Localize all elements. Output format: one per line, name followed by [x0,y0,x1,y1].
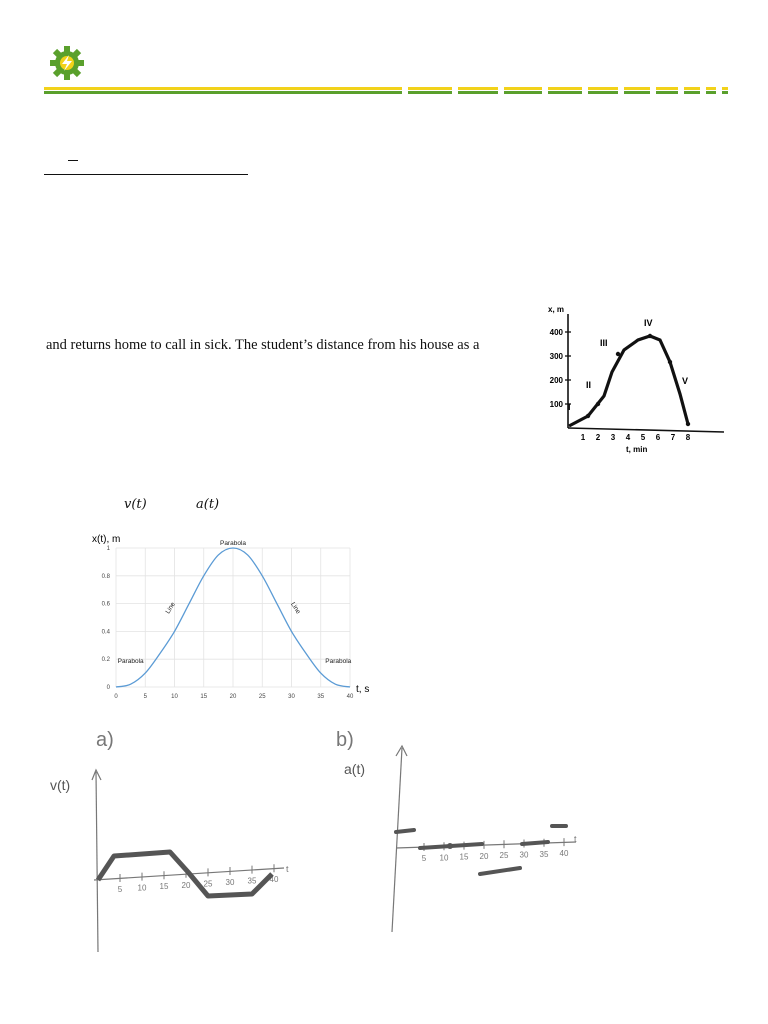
fig1-x-tick-label: 3 [610,433,616,442]
chart-annotation: Line [164,601,177,616]
sketch-b-tick-label: 5 [421,854,427,863]
segment-label-4: IV [644,318,653,328]
sketch-a-tick-label: 35 [247,876,257,886]
segment-label-5: V [682,376,689,386]
sketch-b-tick-label: 40 [559,849,569,859]
sketch-a-tick-label: 15 [159,882,169,892]
chart-annotation: Parabola [117,658,144,666]
distance-time-figure [528,300,728,460]
body-paragraph-line: and returns home to call in sick. The student’s distance from his house as a [46,337,480,353]
fig1-x-tick-label: 7 [670,433,676,442]
sketch-b-tick-label: 10 [439,853,449,863]
part-a-label: a) [96,729,114,751]
segment-label-3: III [600,338,608,348]
position-time-chart [90,530,380,700]
chart-y-tick-label: 0.4 [101,629,110,636]
chart-annotation: Line [289,601,302,616]
sketch-a-tick-label: 5 [117,885,123,894]
fig1-x-tick-label: 6 [655,433,661,442]
acceleration-label: a(t) [196,497,220,512]
velocity-label: v(t) [124,497,147,512]
sketch-a-tick-label: 10 [137,883,147,893]
chart-x-axis-label: t, s [356,684,370,695]
sketch-a-tick-label: 25 [203,879,213,889]
a-axis-label: a(t) [344,761,365,777]
chart-x-tick-label: 25 [258,694,266,700]
velocity-sketch [40,720,320,960]
fig1-y-tick-label: 300 [549,352,563,361]
chart-x-tick-label: 40 [346,694,354,700]
sketch-b-tick-label: 15 [459,852,469,862]
chart-annotation: Parabola [325,658,352,666]
chart-annotation: Parabola [219,540,247,547]
b-x-mark: t [574,834,577,844]
fig1-x-tick-label: 5 [640,433,646,442]
chart-x-tick-label: 0 [114,694,118,700]
fig1-x-tick-label: 1 [580,433,586,442]
fig1-y-tick-label: 200 [549,376,563,385]
chart-y-axis-label: x(t), m [92,534,121,545]
chart-y-tick-label: 1 [106,546,110,552]
chart-y-tick-label: 0.8 [101,573,110,580]
chart-x-tick-label: 35 [317,694,325,700]
fig1-x-tick-label: 2 [595,433,601,442]
fig1-x-tick-label: 8 [685,433,691,442]
chart-x-tick-label: 20 [229,694,237,700]
sketch-b-tick-label: 20 [479,851,489,861]
sketch-a-tick-label: 30 [225,878,235,887]
sketch-b-tick-label: 30 [519,850,529,860]
v-axis-label: v(t) [50,777,71,793]
chart-x-tick-label: 5 [143,694,147,700]
fig1-x-tick-label: 4 [625,433,631,442]
chart-x-tick-label: 30 [288,694,295,700]
segment-label-1: I [568,402,571,412]
part-b-label: b) [336,729,354,751]
chart-y-tick-label: 0.6 [101,601,110,608]
sketch-a-tick-label: 40 [269,875,279,885]
gear-lightning-icon [48,44,86,82]
acceleration-sketch [330,720,590,960]
sketch-a-tick-label: 20 [181,880,191,890]
fig1-y-tick-label: 100 [549,400,563,409]
sketch-b-tick-label: 35 [539,849,549,859]
fig1-y-axis-label: x, m [548,305,565,314]
fig1-y-tick-label: 400 [549,328,563,337]
chart-x-tick-label: 15 [200,694,208,700]
a-x-mark: t [286,864,289,874]
chart-y-tick-label: 0 [106,685,110,691]
chart-x-tick-label: 10 [171,694,178,700]
sketch-b-tick-label: 25 [499,851,509,861]
header-rule [44,86,732,96]
segment-label-2: II [586,380,592,390]
fig1-x-axis-label: t, min [626,445,648,454]
chart-y-tick-label: 0.2 [101,657,110,664]
heading-mark [68,160,78,161]
heading-underline [44,174,248,175]
